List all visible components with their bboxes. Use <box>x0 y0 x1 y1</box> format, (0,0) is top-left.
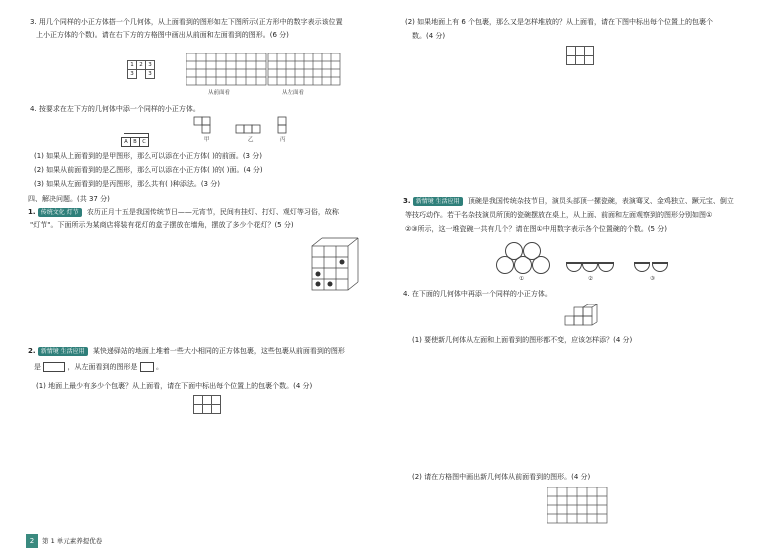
grid-cell-empty <box>137 70 146 79</box>
q4-sub2: (2) 如果从前面看到的是乙图形，那么可以添在小正方体( )的( )面。(4 分) <box>34 166 263 174</box>
figure-label-1: ① <box>519 276 524 282</box>
front-view-shape <box>43 362 65 372</box>
p2-text2b: ，从左面看到的图形是 <box>67 363 138 371</box>
q4-cube-solid <box>121 133 151 147</box>
p1-tag: 传统文化 灯节 <box>38 208 82 217</box>
p1-line2: "灯节"。下面所示为某商店将装有花灯的盒子摆放在墙角，摆放了多少个花灯？(5 分) <box>30 221 294 229</box>
p3-line2: 等技巧动作。若干名杂技演员所顶的瓷碗摆放在桌上，从上面、前面和左面观察到的图形分别如图① <box>405 211 713 219</box>
p2-line2 <box>34 362 163 373</box>
p3-tag: 新情境 生活应用 <box>413 197 463 206</box>
q4-title: 4. 按要求在左下方的几何体中添一个同样的小正方体。 <box>30 105 200 113</box>
p1-number: 1. <box>28 208 36 216</box>
cube-c: C <box>139 137 149 147</box>
bowl-front <box>598 262 614 272</box>
q3-top-view-grid <box>127 60 155 79</box>
q3-answer-grids <box>186 53 346 89</box>
p4-answer-grid <box>547 487 609 527</box>
p2-line1 <box>28 346 345 357</box>
q4-sub3: (3) 如果从左面看到的是丙图形，那么共有( )种添法。(3 分) <box>34 180 220 188</box>
grid-cell: 3 <box>146 61 155 70</box>
label-yi: 乙 <box>248 137 254 143</box>
caption-front-view: 从前面看 <box>208 90 231 96</box>
grid-cell: 3 <box>128 70 137 79</box>
p4-sub1: (1) 要使新几何体从左面和上面看到的图形都不变，应该怎样添？(4 分) <box>412 336 633 344</box>
p3-number: 3. <box>403 197 411 205</box>
p2-text2c: 。 <box>155 363 163 371</box>
grid-cell: 3 <box>146 70 155 79</box>
lantern-boxes-figure <box>310 236 360 292</box>
r2-sub2-line1: (2) 如果地面上有 6 个包裹，那么又是怎样堆放的？从上面看，请在下图中标出每个位置上的包裹个 <box>405 18 714 26</box>
figure-label-2: ② <box>588 276 593 282</box>
bowl-top-circle <box>505 242 523 260</box>
p1-text1: 农历正月十五是我国传统节日——元宵节，民间有挂灯、打灯、观灯等习俗，故称 <box>86 208 339 216</box>
p3-line1 <box>403 196 734 207</box>
grid-cell: 2 <box>137 61 146 70</box>
bowl-front <box>582 262 598 272</box>
r2-sub2-line2: 数。(4 分) <box>412 32 446 40</box>
unit-label: 第 1 单元素养提优卷 <box>42 537 103 545</box>
p3-text1: 顶碗是我国传统杂技节目，演员头部顶一摞瓷碗，表演骞叉、金鸡独立、蹶元宝、倒立 <box>467 197 734 205</box>
bowl-left <box>634 262 650 272</box>
p2-text2a: 是 <box>34 363 41 371</box>
left-view-shape <box>140 362 154 372</box>
p2-answer-grid-1 <box>193 395 221 414</box>
cube-top-edge <box>124 133 149 137</box>
caption-left-view: 从左面看 <box>282 90 305 96</box>
p2-number: 2. <box>28 347 36 355</box>
p4-title: 4. 在下面的几何体中再添一个同样的小正方体。 <box>403 290 552 298</box>
q4-sub1: (1) 如果从上面看到的是甲图形，那么可以添在小正方体( )的前面。(3 分) <box>34 152 262 160</box>
q3-line2: 上小正方体的个数)。请在右下方的方格图中画出从前面和左面看到的图形。(6 分) <box>36 31 289 39</box>
cube-b: B <box>130 137 140 147</box>
label-jia: 甲 <box>204 137 210 143</box>
page-footer <box>26 534 176 548</box>
r2-answer-grid <box>566 46 594 65</box>
p2-text1: 某快递驿站的地面上堆着一些大小相同的正方体包裹，这些包裹从前面看到的图形 <box>92 347 345 355</box>
p4-sub2: (2) 请在方格图中画出新几何体从前面看到的图形。(4 分) <box>412 473 591 481</box>
p3-line3: ②③所示，这一堆瓷碗一共有几个？请在图①中用数字表示各个位置碗的个数。(5 分) <box>405 225 667 233</box>
figure-label-3: ③ <box>650 276 655 282</box>
bowl-top-circle <box>523 242 541 260</box>
grid-cell: 1 <box>128 61 137 70</box>
p4-cube-solid <box>563 304 603 332</box>
p2-tag: 新情境 生活应用 <box>38 347 88 356</box>
bowl-left <box>652 262 668 272</box>
label-bing: 丙 <box>280 137 286 143</box>
q3-line1: 3. 用几个同样的小正方体搭一个几何体，从上面看到的图形如左下图所示(正方形中的数字表示该位置 <box>30 18 343 26</box>
p1-line1 <box>28 207 339 218</box>
p2-sub1: (1) 地面上最少有多少个包裹？从上面看，请在下面中标出每个位置上的包裹个数。(4 分) <box>36 382 313 390</box>
page-number: 2 <box>26 534 38 548</box>
bowl-front <box>566 262 582 272</box>
cube-a: A <box>121 137 131 147</box>
section-four-heading: 四、解决问题。(共 37 分) <box>28 195 110 203</box>
